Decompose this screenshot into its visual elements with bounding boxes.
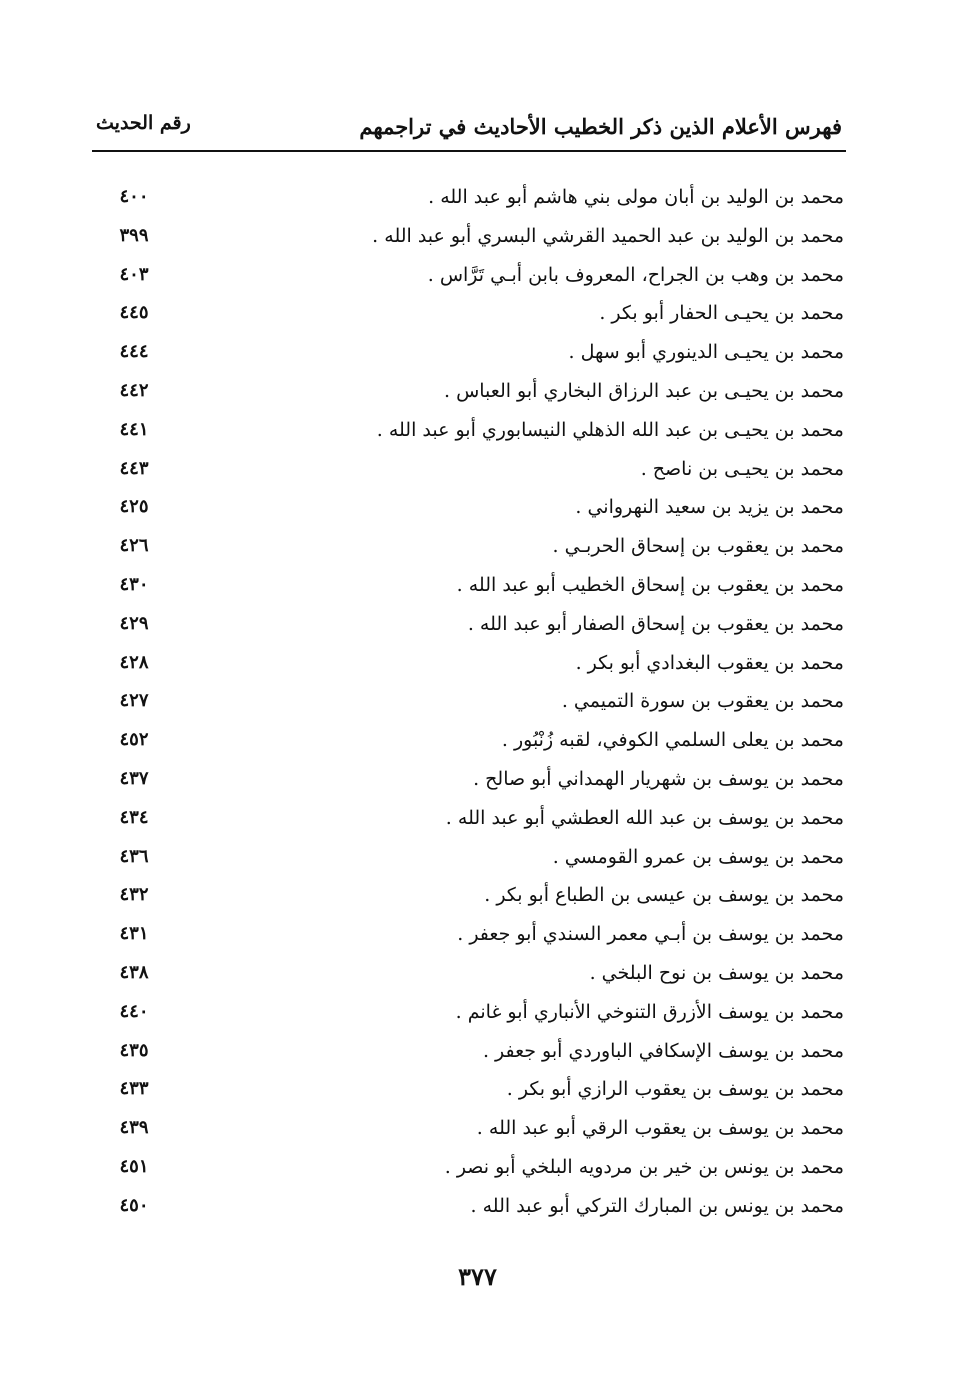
index-entry	[90, 338, 850, 377]
index-entry	[90, 183, 850, 222]
entry-hadith-number: ٤٢٧	[119, 690, 149, 712]
entry-name: محمد بن وهب بن الجراح، المعروف بابن أبـي تَرَّاس .	[427, 263, 844, 286]
entry-hadith-number: ٤٣١	[119, 923, 149, 945]
index-entry	[90, 765, 850, 804]
entry-name: محمد بن يحيـى بن عبد الله الذهلي النيسابوري أبو عبد الله .	[376, 418, 844, 441]
entry-hadith-number: ٤٤٠	[119, 1000, 149, 1022]
entry-name: محمد بن يحيـى الحفار أبو بكر .	[599, 302, 844, 325]
header-rule	[92, 150, 846, 152]
index-entry	[90, 377, 850, 416]
entry-name: محمد بن يعقوب بن إسحاق الخطيب أبو عبد الله .	[456, 573, 844, 596]
entry-name: محمد بن يوسف بن نوح البلخي .	[589, 961, 844, 984]
index-entry	[90, 726, 850, 765]
index-entry	[90, 532, 850, 571]
index-title: فهرس الأعلام الذين ذكر الخطيب الأحاديث في تراجمهم	[359, 114, 842, 139]
entry-name: محمد بن يعقوب البغدادي أبو بكر .	[575, 651, 844, 674]
entry-name: محمد بن يحيـى بن عبد الرزاق البخاري أبو العباس .	[443, 379, 844, 402]
index-entry	[90, 493, 850, 532]
index-entry	[90, 1037, 850, 1076]
index-entry	[90, 571, 850, 610]
index-entry	[90, 1075, 850, 1114]
index-entry	[90, 1114, 850, 1153]
entry-name: محمد بن يونس بن المبارك التركي أبو عبد الله .	[470, 1194, 844, 1217]
entry-hadith-number: ٤٠٠	[119, 186, 149, 207]
entry-name: محمد بن يوسف بن أبـي معمر السندي أبو جعفر .	[457, 923, 844, 946]
index-entry	[90, 959, 850, 998]
entry-hadith-number: ٤٤٢	[119, 379, 149, 401]
entry-name: محمد بن يعقوب بن سورة التميمي .	[561, 690, 844, 713]
entry-hadith-number: ٤٣٢	[119, 884, 149, 906]
index-entry	[90, 920, 850, 959]
entry-hadith-number: ٤٣٤	[119, 806, 149, 828]
entry-hadith-number: ٤٣٠	[119, 573, 149, 595]
entry-hadith-number: ٤٢٨	[119, 651, 149, 673]
index-entry	[90, 261, 850, 300]
entry-name: محمد بن الوليد بن أبان مولى بني هاشم أبو عبد الله .	[428, 186, 844, 208]
entry-hadith-number: ٤٣٣	[119, 1078, 149, 1100]
entry-name: محمد بن يوسف بن يعقوب الرازي أبو بكر .	[506, 1078, 844, 1101]
entry-hadith-number: ٤٢٥	[119, 496, 149, 518]
page-header	[90, 108, 850, 148]
index-entry	[90, 1153, 850, 1192]
entry-name: محمد بن يزيد بن سعيد النهرواني .	[575, 496, 844, 519]
entry-name: محمد بن يعقوب بن إسحاق الحربـي .	[552, 535, 844, 558]
page-number: ٣٧٧	[458, 1262, 497, 1291]
index-entry	[90, 299, 850, 338]
entry-name: محمد بن يوسف بن عمرو القومسي .	[552, 845, 844, 868]
index-entry	[90, 1192, 850, 1231]
index-entry	[90, 610, 850, 649]
entry-hadith-number: ٤٣٧	[119, 767, 149, 789]
entry-name: محمد بن الوليد بن عبد الحميد القرشي البسري أبو عبد الله .	[372, 224, 844, 247]
index-entry	[90, 843, 850, 882]
entry-name: محمد بن يوسف الأزرق التنوخي الأنباري أبو غانم .	[455, 1000, 844, 1023]
entry-hadith-number: ٤٤٥	[119, 302, 149, 324]
entry-hadith-number: ٤٥٢	[119, 729, 149, 751]
entry-hadith-number: ٤٢٦	[119, 535, 149, 557]
entry-hadith-number: ٤٤٣	[119, 457, 149, 479]
entry-hadith-number: ٤٥١	[119, 1155, 149, 1177]
entry-hadith-number: ٤٥٠	[119, 1194, 149, 1216]
entry-name: محمد بن يعلى السلمي الكوفي، لقبه زُنْبُور .	[501, 729, 844, 752]
entry-hadith-number: ٤٣٩	[119, 1117, 149, 1139]
index-entry	[90, 998, 850, 1037]
index-entry	[90, 455, 850, 494]
index-entry	[90, 416, 850, 455]
index-entries	[90, 183, 850, 1231]
entry-hadith-number: ٤٢٩	[119, 612, 149, 634]
entry-hadith-number: ٣٩٩	[119, 224, 149, 246]
entry-name: محمد بن يحيـى بن ناصح .	[640, 457, 844, 480]
entry-hadith-number: ٤٣٨	[119, 961, 149, 983]
entry-name: محمد بن يعقوب بن إسحاق الصفار أبو عبد الله .	[467, 612, 844, 635]
entry-name: محمد بن يوسف بن يعقوب الرقي أبو عبد الله .	[476, 1117, 844, 1140]
index-entry	[90, 222, 850, 261]
index-entry	[90, 804, 850, 843]
entry-name: محمد بن يوسف الإسكافي الباوردي أبو جعفر .	[482, 1039, 844, 1062]
entry-hadith-number: ٤٠٣	[119, 263, 149, 285]
index-entry	[90, 649, 850, 688]
entry-hadith-number: ٤٣٥	[119, 1039, 149, 1061]
entry-hadith-number: ٤٤٤	[119, 341, 149, 363]
entry-name: محمد بن يوسف بن شهريار الهمداني أبو صالح .	[473, 767, 844, 790]
index-entry	[90, 881, 850, 920]
entry-name: محمد بن يوسف بن عبد الله العطشي أبو عبد الله .	[445, 806, 844, 829]
index-entry	[90, 687, 850, 726]
entry-hadith-number: ٤٣٦	[119, 845, 149, 867]
entry-name: محمد بن يحيـى الدينوري أبو سهل .	[568, 341, 844, 364]
hadith-number-column-label: رقم الحديث	[96, 112, 191, 134]
entry-hadith-number: ٤٤١	[119, 418, 149, 440]
entry-name: محمد بن يوسف بن عيسى بن الطباع أبو بكر .	[484, 884, 844, 907]
entry-name: محمد بن يونس بن خير بن مردويه البلخي أبو نصر .	[444, 1155, 844, 1178]
